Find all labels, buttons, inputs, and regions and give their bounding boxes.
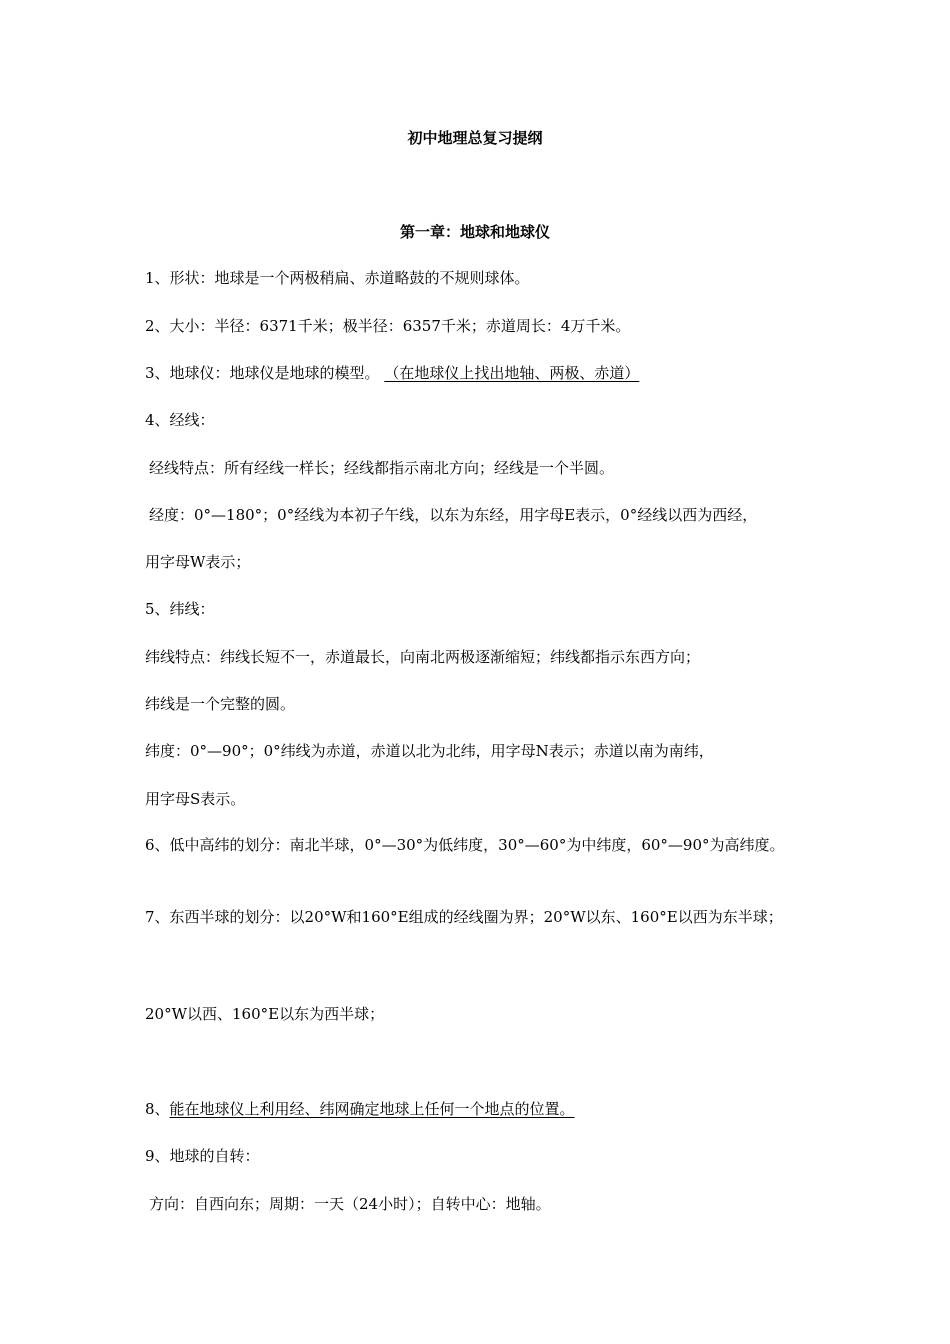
paragraph-shape: 1、形状：地球是一个两极稍扁、赤道略鼓的不规则球体。 <box>145 269 530 287</box>
heading-rotation: 9、地球的自转： <box>145 1147 260 1165</box>
paragraph-parallel-features: 纬线特点：纬线长短不一，赤道最长，向南北两极逐渐缩短；纬线都指示东西方向； <box>145 648 701 666</box>
paragraph-globe <box>145 361 810 385</box>
locate-number: 8、 <box>145 1100 170 1118</box>
paragraph-latitude-cont: 用字母S表示。 <box>145 790 246 808</box>
paragraph-meridian-features: 经线特点：所有经线一样长；经线都指示南北方向；经线是一个半圆。 <box>149 459 615 477</box>
document-title: 初中地理总复习提纲 <box>407 129 543 147</box>
paragraph-western-hemisphere: 20°W以西、160°E以东为西半球； <box>145 1005 385 1023</box>
heading-meridian: 4、经线： <box>145 411 215 429</box>
paragraph-locate <box>145 1097 810 1121</box>
paragraph-parallel-circle: 纬线是一个完整的圆。 <box>145 695 296 713</box>
paragraph-longitude: 经度：0°—180°；0°经线为本初子午线，以东为东经，用字母E表示，0°经线以西为西经， <box>149 506 758 524</box>
globe-text: 3、地球仪：地球仪是地球的模型。 <box>145 364 385 382</box>
paragraph-rotation: 方向：自西向东；周期：一天（24小时）；自转中心：地轴。 <box>149 1195 551 1213</box>
heading-parallel: 5、纬线： <box>145 600 215 618</box>
globe-note-underlined: （在地球仪上找出地轴、两极、赤道） <box>384 364 640 382</box>
paragraph-size: 2、大小：半径：6371千米；极半径：6357千米；赤道周长：4万千米。 <box>145 317 631 335</box>
paragraph-latitude: 纬度：0°—90°；0°纬线为赤道，赤道以北为北纬，用字母N表示；赤道以南为南纬， <box>145 742 714 760</box>
chapter-heading: 第一章：地球和地球仪 <box>399 223 550 241</box>
paragraph-latitude-zones: 6、低中高纬的划分：南北半球，0°—30°为低纬度，30°—60°为中纬度，60°—90°为高纬度。 <box>145 836 785 854</box>
paragraph-longitude-cont: 用字母W表示； <box>145 553 251 571</box>
locate-text-underlined: 能在地球仪上利用经、纬网确定地球上任何一个地点的位置。 <box>169 1100 575 1118</box>
paragraph-hemispheres: 7、东西半球的划分：以20°W和160°E组成的经线圈为界；20°W以东、160°E以西为东半球； <box>145 908 783 926</box>
